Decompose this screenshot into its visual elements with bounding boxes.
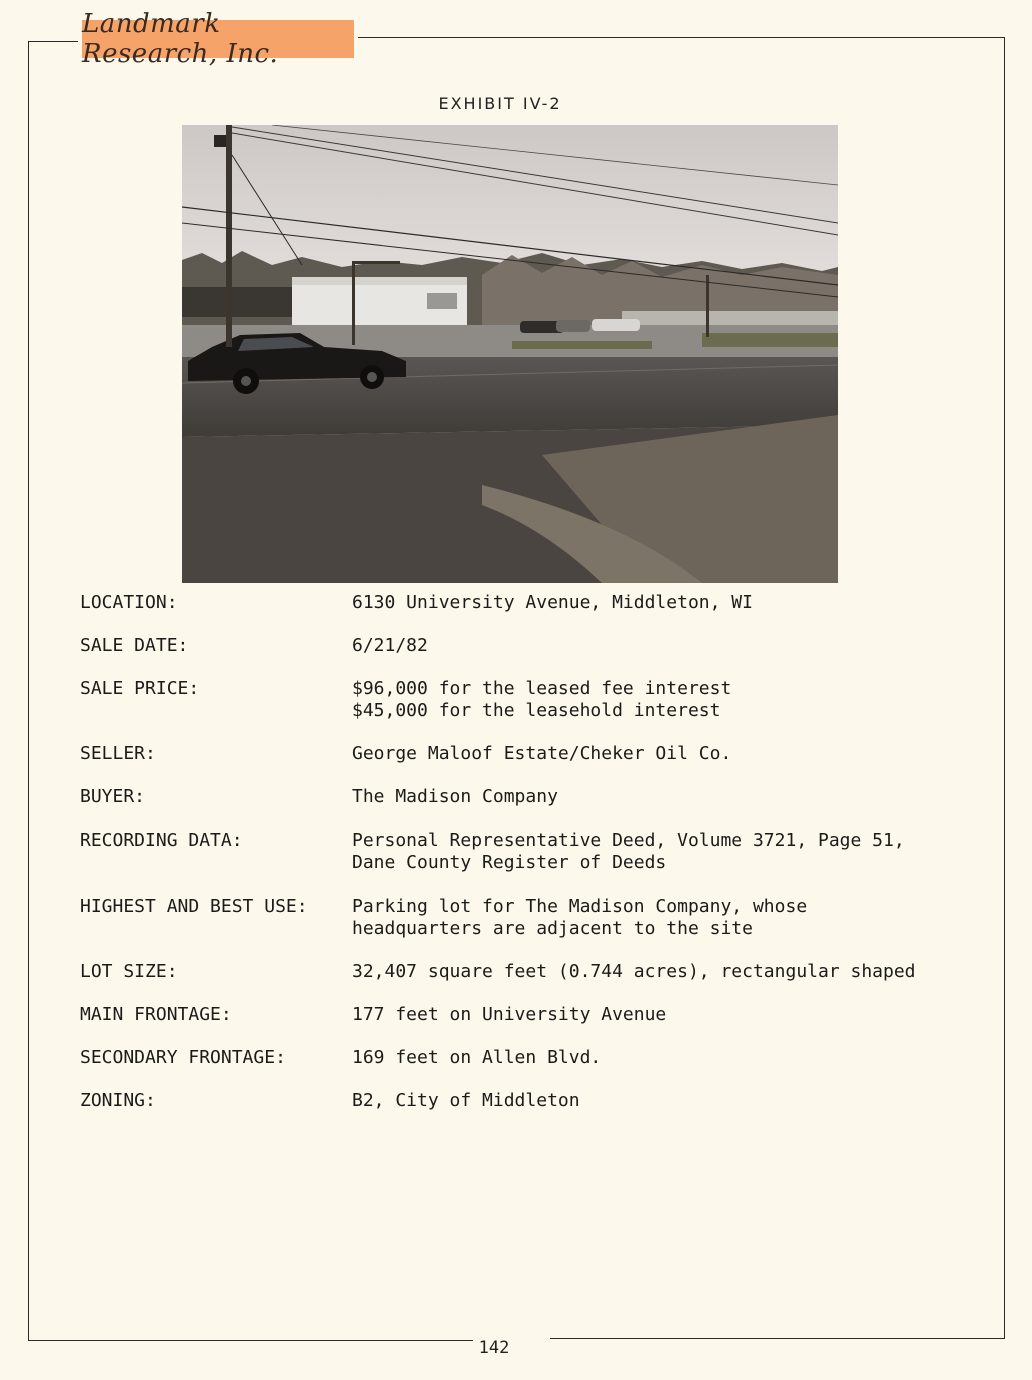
field-value-line: 177 feet on University Avenue (352, 1004, 667, 1025)
field-label: LOCATION: (80, 592, 178, 613)
field-value-line: $45,000 for the leasehold interest (352, 700, 721, 721)
field-value (352, 961, 916, 983)
field-value-line: 6/21/82 (352, 635, 428, 656)
frame-line (28, 41, 78, 42)
field-label: SALE DATE: (80, 635, 189, 656)
field-value-line: Dane County Register of Deeds (352, 852, 667, 873)
company-logo (82, 9, 354, 69)
field-label: RECORDING DATA: (80, 830, 243, 851)
field-value-line: The Madison Company (352, 786, 558, 807)
frame-line (358, 37, 1004, 38)
field-label: HIGHEST AND BEST USE: (80, 896, 308, 917)
exhibit-title: EXHIBIT IV-2 (438, 94, 562, 113)
field-value-line: $96,000 for the leased fee interest (352, 678, 732, 699)
frame-line (28, 1340, 473, 1341)
field-value-line: headquarters are adjacent to the site (352, 918, 753, 939)
frame-line (28, 41, 29, 1341)
field-value-line: 169 feet on Allen Blvd. (352, 1047, 602, 1068)
field-value (352, 1004, 666, 1026)
field-label: SECONDARY FRONTAGE: (80, 1047, 286, 1068)
field-value (352, 743, 731, 765)
field-value (352, 1090, 580, 1112)
field-value (352, 1047, 601, 1069)
field-value (352, 678, 731, 722)
field-value (352, 830, 905, 874)
field-label: MAIN FRONTAGE: (80, 1004, 232, 1025)
logo-text: Landmark Research, Inc. (82, 9, 279, 69)
field-value (352, 896, 807, 940)
field-value-line: 32,407 square feet (0.744 acres), rectangular shaped (352, 961, 916, 982)
field-value-line: 6130 University Avenue, Middleton, WI (352, 592, 753, 613)
field-value-line: Personal Representative Deed, Volume 3721, Page 51, (352, 830, 905, 851)
field-value (352, 786, 558, 808)
field-value-line: Parking lot for The Madison Company, whose (352, 896, 808, 917)
frame-line (1004, 37, 1005, 1339)
field-label: SALE PRICE: (80, 678, 200, 699)
field-value-line: B2, City of Middleton (352, 1090, 580, 1111)
page-number: 142 (478, 1338, 510, 1358)
field-label: BUYER: (80, 786, 146, 807)
field-label: ZONING: (80, 1090, 156, 1111)
field-value-line: George Maloof Estate/Cheker Oil Co. (352, 743, 732, 764)
field-value (352, 592, 753, 614)
field-label: SELLER: (80, 743, 156, 764)
street-scene-photo (182, 125, 838, 583)
frame-line (550, 1338, 1005, 1339)
field-label: LOT SIZE: (80, 961, 178, 982)
field-value (352, 635, 428, 657)
